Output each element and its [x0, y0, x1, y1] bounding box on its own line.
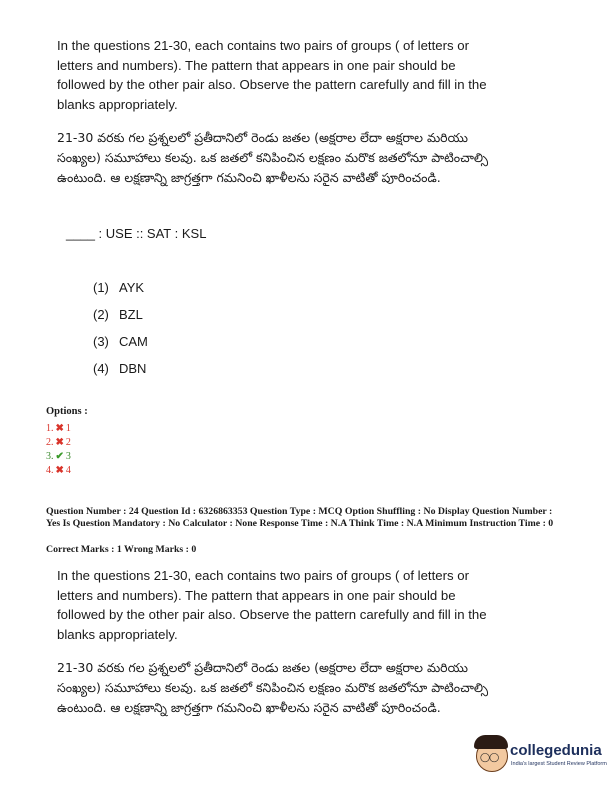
mascot-hair-icon [474, 735, 508, 749]
option-item [46, 422, 71, 436]
options-list [46, 422, 71, 478]
instruction-english: In the questions 21-30, each contains two pairs of groups ( of letters or letters and numbers). The pattern that appears in one pair should be followed by the other pair also. Observe the pattern carefully and fill in the blanks appropriately. [57, 38, 487, 112]
marks-info: Correct Marks : 1 Wrong Marks : 0 [46, 544, 197, 555]
mascot-glasses-icon: ◯◯ [480, 752, 499, 762]
choice-number: (2) [93, 307, 109, 322]
option-value: 4 [65, 465, 71, 476]
cross-icon: ✖ [55, 465, 64, 476]
choice-text: CAM [119, 334, 148, 349]
option-value: 3 [65, 451, 71, 462]
option-number: 1. [46, 423, 54, 434]
question-text: ____ : USE :: SAT : KSL [66, 226, 207, 241]
answer-choices [93, 279, 148, 387]
choice-number: (1) [93, 280, 109, 295]
cross-icon: ✖ [55, 437, 64, 448]
option-number: 3. [46, 451, 54, 462]
choice-item [93, 279, 148, 306]
cross-icon: ✖ [55, 423, 64, 434]
question-metadata: Question Number : 24 Question Id : 6326863353 Question Type : MCQ Option Shuffling : No Display Question Number : Yes Is Question Mandatory : No Calculator : None Response Time : N.A Think Time : N.A Minimum Instruction Time : 0 [46, 506, 554, 529]
check-icon: ✔ [55, 451, 64, 462]
instruction-english-repeat: In the questions 21-30, each contains two pairs of groups ( of letters or letters and numbers). The pattern that appears in one pair should be followed by the other pair also. Observe the pattern carefully and fill in the blanks appropriately. [57, 568, 487, 642]
logo-tagline: India's largest Student Review Platform [511, 761, 607, 767]
choice-number: (4) [93, 361, 109, 376]
option-item [46, 450, 71, 464]
option-number: 4. [46, 465, 54, 476]
choice-text: BZL [119, 307, 143, 322]
option-number: 2. [46, 437, 54, 448]
instruction-telugu: 21-30 వరకు గల ప్రశ్నలలో ప్రతీదానిలో రెండు జతల (అక్షరాల లేదా అక్షరాల మరియు సంఖ్యల) సమూహాలు కలవు. ఒక జతలో కనిపించిన లక్షణం మరొక జతలోనూ పాటించాల్సి ఉంటుంది. ఆ లక్షణాన్ని జాగ్రత్తగా గమనించి ఖాళీలను సరైన వాటితో పూరించండి. [57, 130, 489, 185]
choice-item [93, 360, 148, 387]
option-value: 2 [65, 437, 71, 448]
instruction-telugu-repeat: 21-30 వరకు గల ప్రశ్నలలో ప్రతీదానిలో రెండు జతల (అక్షరాల లేదా అక్షరాల మరియు సంఖ్యల) సమూహాలు కలవు. ఒక జతలో కనిపించిన లక్షణం మరొక జతలోనూ పాటించాల్సి ఉంటుంది. ఆ లక్షణాన్ని జాగ్రత్తగా గమనించి ఖాళీలను సరైన వాటితో పూరించండి. [57, 660, 489, 715]
choice-text: DBN [119, 361, 147, 376]
choice-number: (3) [93, 334, 109, 349]
choice-item [93, 333, 148, 360]
options-heading: Options : [46, 406, 88, 417]
option-item [46, 464, 71, 478]
choice-item [93, 306, 148, 333]
logo-brand: collegedunia [510, 742, 602, 759]
option-value: 1 [65, 423, 71, 434]
collegedunia-logo [476, 738, 607, 774]
choice-text: AYK [119, 280, 145, 295]
option-item [46, 436, 71, 450]
